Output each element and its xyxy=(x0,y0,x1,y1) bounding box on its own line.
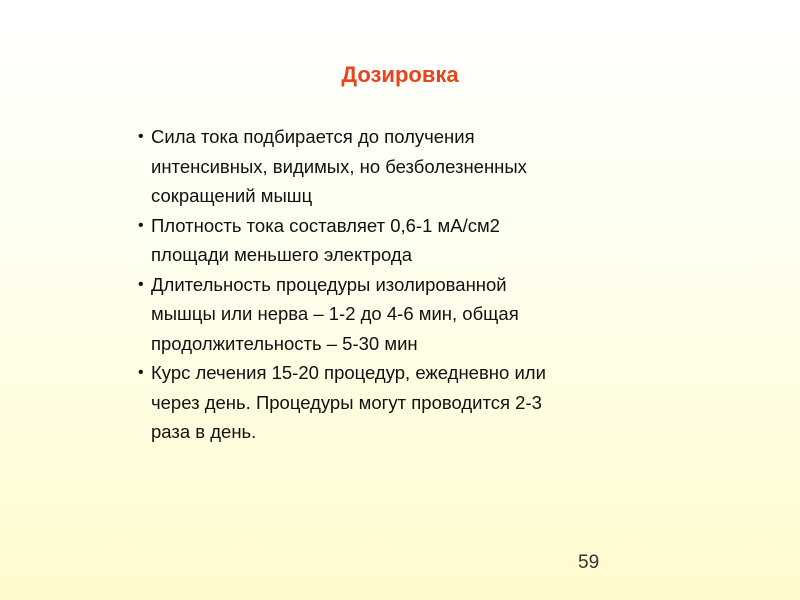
bullet-marker: • xyxy=(138,128,144,145)
bullet-line: продолжительность – 5-30 мин xyxy=(151,332,418,354)
bullet-item xyxy=(137,358,637,447)
bullet-line: Сила тока подбирается до получения xyxy=(151,126,475,147)
bullet-marker: • xyxy=(138,275,144,293)
bullet-line: мышцы или нерва – 1-2 до 4-6 мин, общая xyxy=(151,303,519,324)
bullet-item xyxy=(137,270,637,359)
bullet-marker: • xyxy=(138,216,144,234)
slide-title: Дозировка xyxy=(341,62,459,87)
bullet-item xyxy=(137,211,637,270)
bullet-marker: • xyxy=(138,364,144,381)
bullet-line: через день. Процедуры могут проводится 2-3 xyxy=(151,391,542,413)
bullet-line: раза в день. xyxy=(151,421,257,442)
bullet-line: сокращений мышц xyxy=(151,185,313,206)
bullet-list xyxy=(137,122,637,447)
bullet-line: Курс лечения 15-20 процедур, ежедневно или xyxy=(151,362,546,383)
bullet-line: Плотность тока составляет 0,6-1 мА/см2 xyxy=(151,214,500,236)
bullet-line: Длительность процедуры изолированной xyxy=(151,273,507,295)
bullet-item xyxy=(137,122,637,211)
page-number: 59 xyxy=(578,552,600,573)
bullet-line: интенсивных, видимых, но безболезненных xyxy=(151,155,527,177)
bullet-line: площади меньшего электрода xyxy=(151,244,412,265)
